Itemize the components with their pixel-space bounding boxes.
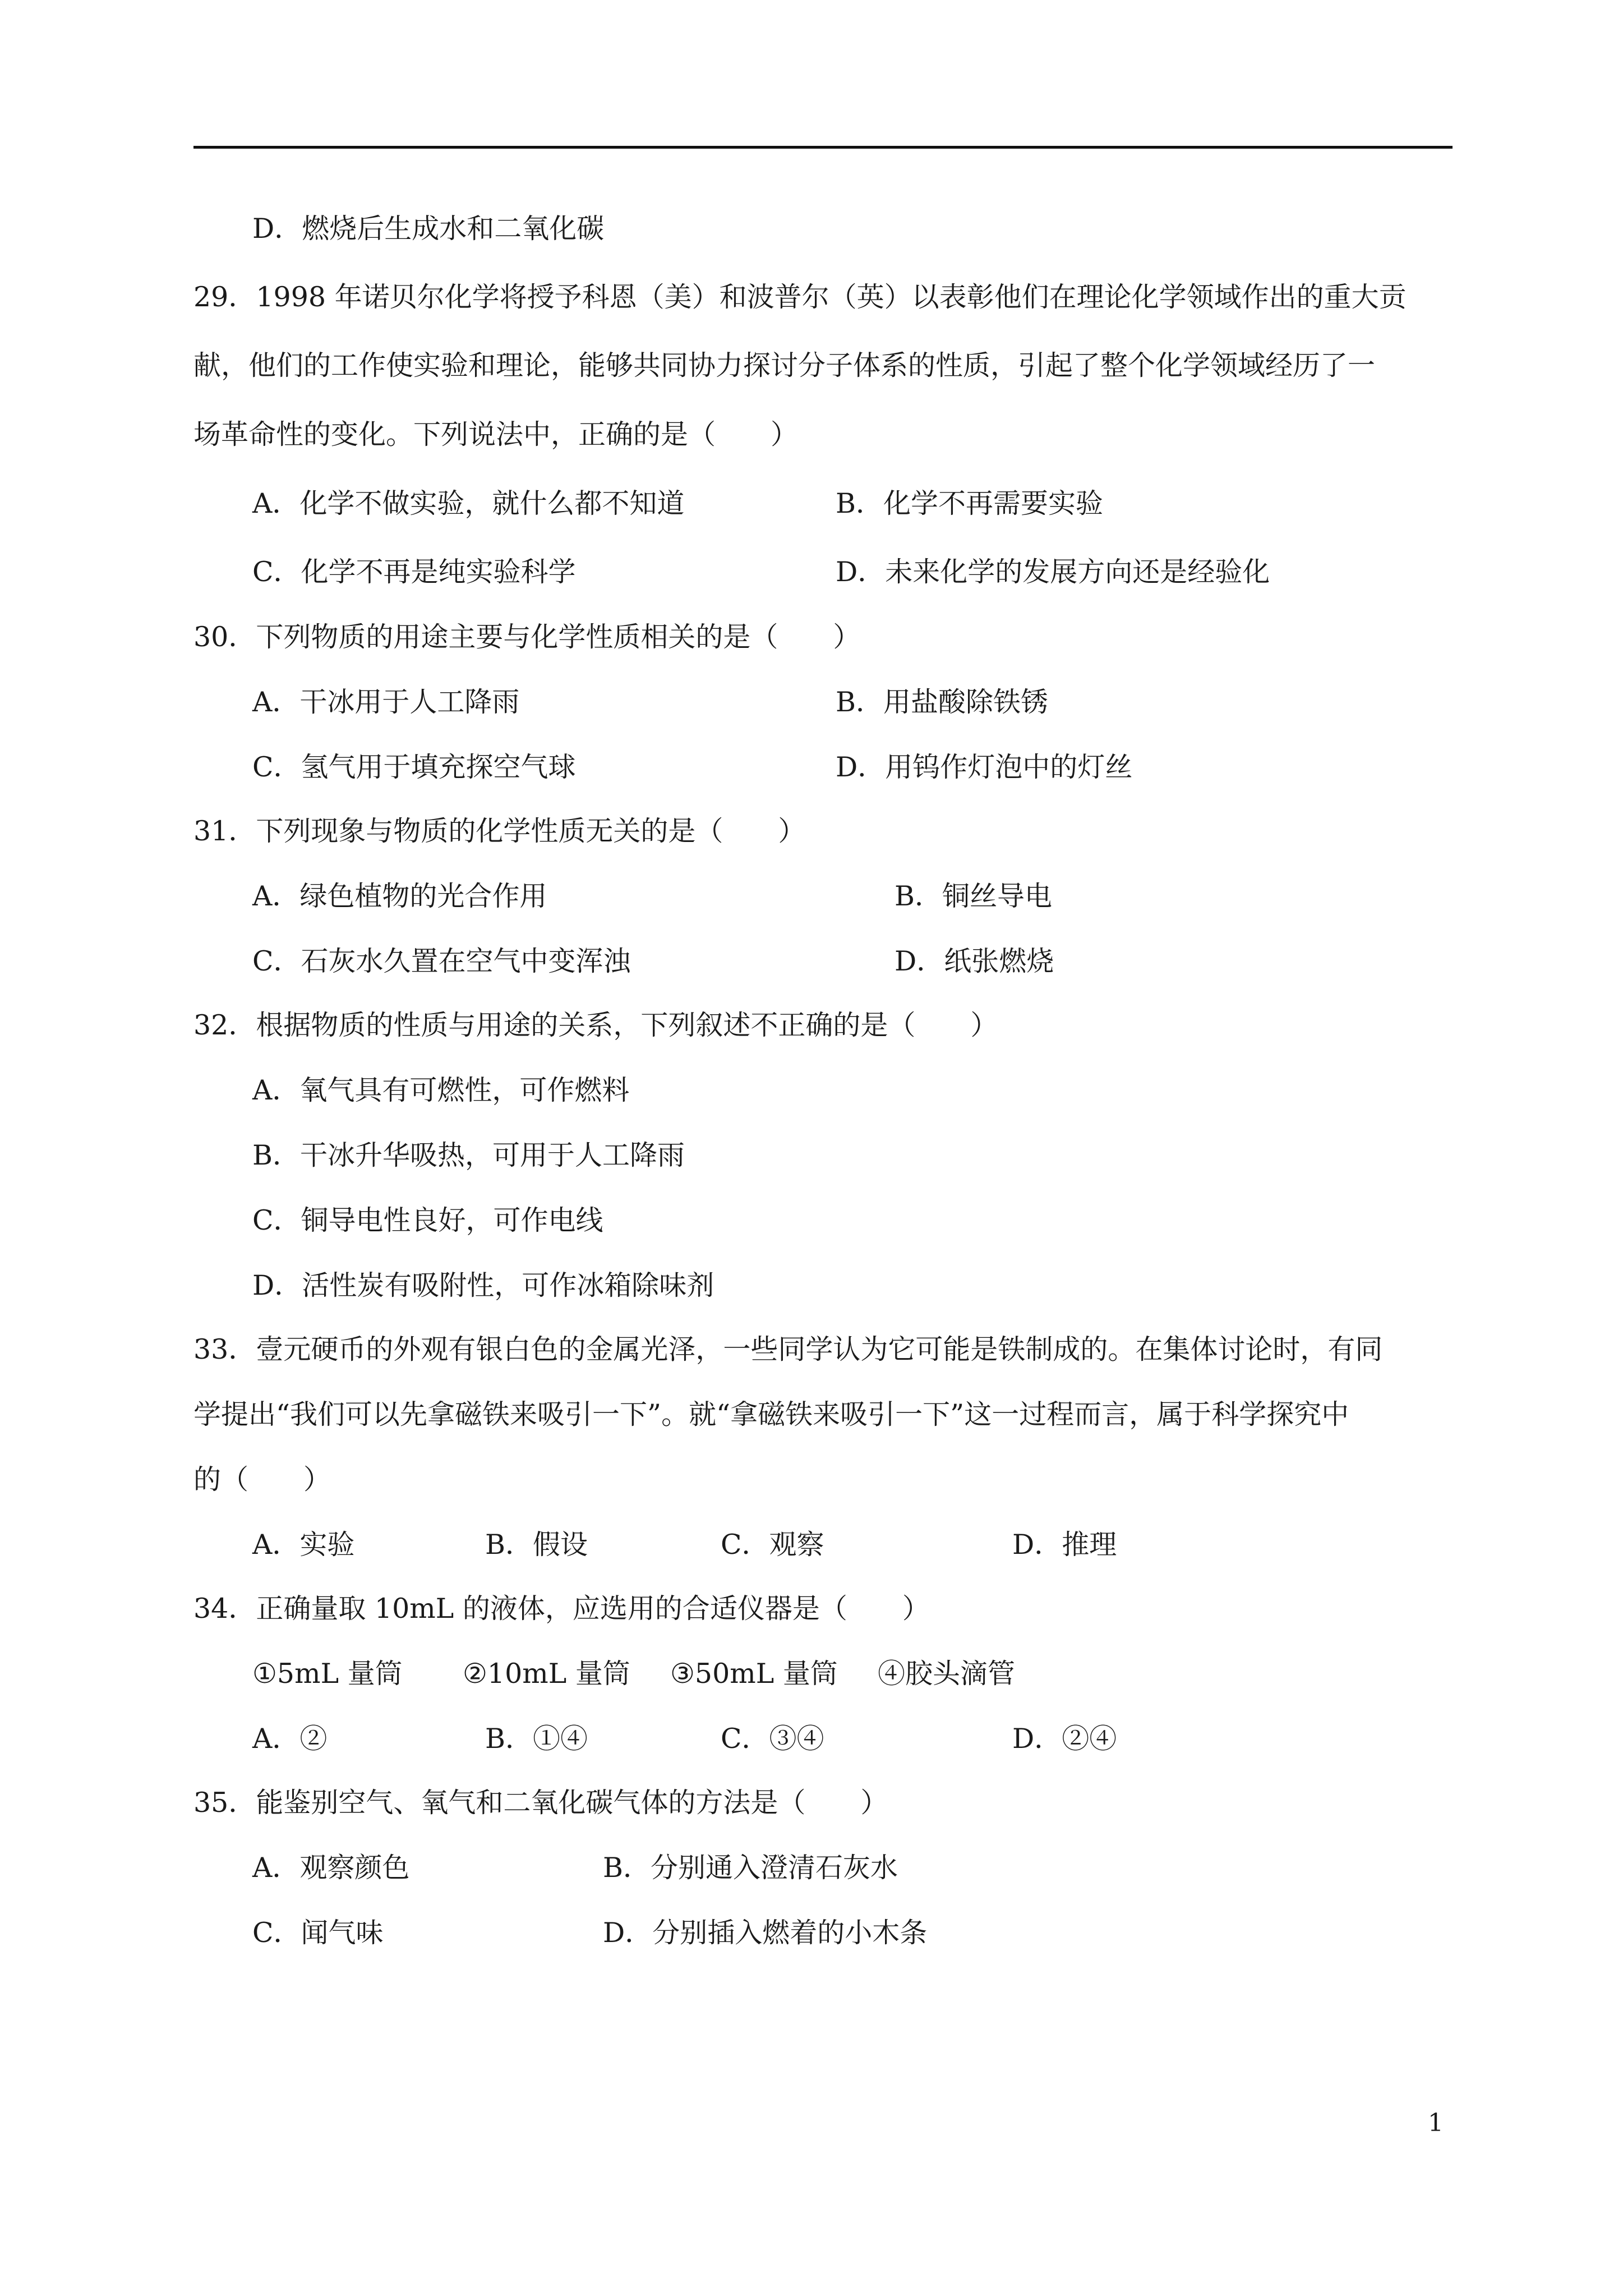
option-29-d: D．未来化学的发展方向还是经验化: [836, 556, 1270, 588]
instrument-2: ②10mL 量筒: [463, 1658, 630, 1690]
instrument-1: ①5mL 量筒: [252, 1658, 403, 1690]
option-31-d: D．纸张燃烧: [895, 945, 1054, 977]
header-rule: [193, 146, 1453, 149]
option-35-a: A．观察颜色: [252, 1852, 410, 1884]
question-32: 32．根据物质的性质与用途的关系，下列叙述不正确的是（ ）: [193, 1009, 998, 1041]
option-30-a: A．干冰用于人工降雨: [252, 686, 520, 718]
option-34-a: A．②: [252, 1723, 328, 1755]
option-30-d: D．用钨作灯泡中的灯丝: [836, 751, 1133, 783]
option-32-b: B．干冰升华吸热，可用于人工降雨: [252, 1139, 685, 1171]
option-29-a: A．化学不做实验，就什么都不知道: [252, 487, 685, 519]
option-32-a: A．氧气具有可燃性，可作燃料: [252, 1074, 630, 1106]
option-34-d: D．②④: [1012, 1723, 1117, 1755]
instrument-3: ③50mL 量筒: [670, 1658, 838, 1690]
instrument-4: ④胶头滴管: [878, 1658, 1016, 1690]
option-35-b: B．分别通入澄清石灰水: [603, 1852, 898, 1884]
question-31: 31．下列现象与物质的化学性质无关的是（ ）: [193, 815, 806, 847]
option-34-b: B．①④: [485, 1723, 588, 1755]
question-33-line-1: 33．壹元硬币的外观有银白色的金属光泽，一些同学认为它可能是铁制成的。在集体讨论时，有同: [193, 1333, 1383, 1365]
question-33-line-3: 的（ ）: [193, 1464, 331, 1496]
question-34: 34．正确量取 10mL 的液体，应选用的合适仪器是（ ）: [193, 1593, 930, 1625]
question-35: 35．能鉴别空气、氧气和二氧化碳气体的方法是（ ）: [193, 1787, 888, 1819]
option-35-c: C．闻气味: [252, 1917, 384, 1949]
option-31-c: C．石灰水久置在空气中变浑浊: [252, 945, 631, 977]
question-29-line-2: 献，他们的工作使实验和理论，能够共同协力探讨分子体系的性质，引起了整个化学领域经历了一: [193, 349, 1376, 381]
option-29-b: B．化学不再需要实验: [836, 487, 1104, 519]
option-35-d: D．分别插入燃着的小木条: [603, 1917, 928, 1949]
question-29-line-1: 29．1998 年诺贝尔化学将授予科恩（美）和波普尔（英）以表彰他们在理论化学领域作出的重大贡: [193, 281, 1407, 313]
option-33-d: D．推理: [1012, 1529, 1117, 1561]
option-34-c: C．③④: [721, 1723, 824, 1755]
option-33-a: A．实验: [252, 1529, 355, 1561]
option-30-b: B．用盐酸除铁锈: [836, 686, 1049, 718]
question-30: 30．下列物质的用途主要与化学性质相关的是（ ）: [193, 621, 861, 653]
option-32-d: D．活性炭有吸附性，可作冰箱除味剂: [252, 1269, 714, 1301]
option-29-c: C．化学不再是纯实验科学: [252, 556, 576, 588]
question-33-line-2: 学提出“我们可以先拿磁铁来吸引一下”。就“拿磁铁来吸引一下”这一过程而言，属于科学探究中: [193, 1398, 1349, 1430]
option-31-a: A．绿色植物的光合作用: [252, 880, 547, 912]
page-number: 1: [1428, 2109, 1444, 2137]
question-29-line-3: 场革命性的变化。下列说法中，正确的是（ ）: [193, 418, 799, 450]
option-33-b: B．假设: [485, 1529, 588, 1561]
option-28-d: D．燃烧后生成水和二氧化碳: [252, 213, 605, 245]
option-30-c: C．氢气用于填充探空气球: [252, 751, 576, 783]
option-31-b: B．铜丝导电: [895, 880, 1053, 912]
option-33-c: C．观察: [721, 1529, 824, 1561]
option-32-c: C．铜导电性良好，可作电线: [252, 1204, 603, 1236]
